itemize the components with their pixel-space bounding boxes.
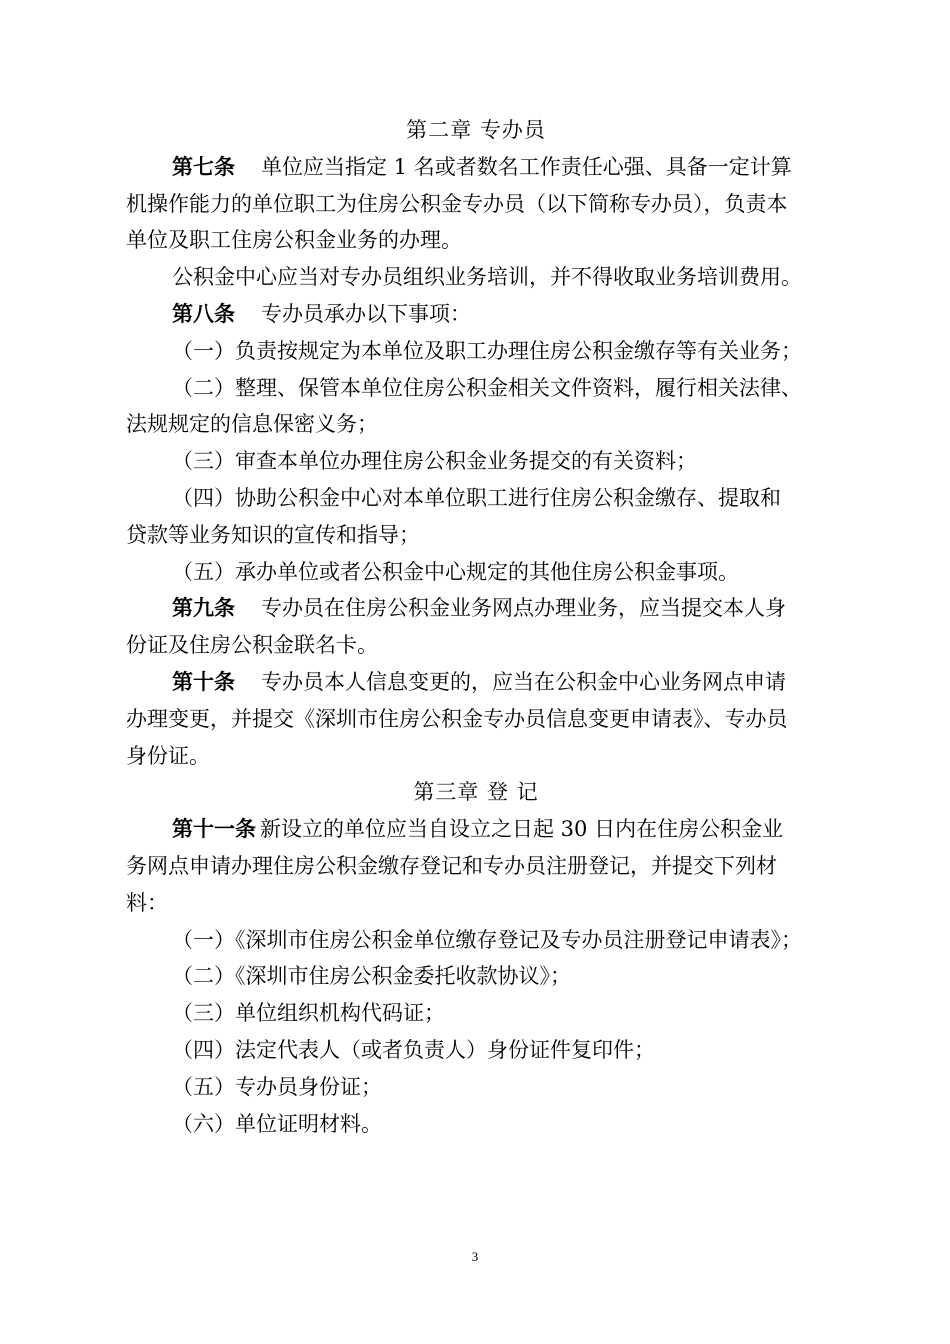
article-10-label: 第十条 — [172, 669, 235, 694]
article-7-line-1 — [126, 149, 826, 186]
article-9-label: 第九条 — [172, 596, 235, 621]
article-8-line-1 — [126, 296, 826, 333]
article-11-item-5: （五）专办员身份证； — [172, 1074, 382, 1099]
document-body — [126, 112, 826, 1142]
article-8-item-4-line-2: 贷款等业务知识的宣传和指导； — [126, 522, 420, 547]
article-8-item-5: （五）承办单位或者公积金中心规定的其他住房公积金事项。 — [172, 559, 739, 584]
article-10-line-1 — [126, 664, 826, 701]
article-8-item-4-line-1: （四）协助公积金中心对本单位职工进行住房公积金缴存、提取和 — [172, 485, 781, 510]
article-7-label: 第七条 — [172, 154, 235, 179]
article-11-line-1 — [126, 811, 826, 848]
article-11-item-3: （三）单位组织机构代码证； — [172, 1001, 445, 1026]
article-10-text-1: 专办员本人信息变更的，应当在公积金中心业务网点申请 — [261, 669, 786, 694]
article-11-item-1: （一）《深圳市住房公积金单位缴存登记及专办员注册登记申请表》； — [172, 927, 802, 952]
article-11-item-6: （六）单位证明材料。 — [172, 1111, 382, 1136]
article-8-item-2-line-1: （二）整理、保管本单位住房公积金相关文件资料，履行相关法律、 — [172, 375, 802, 400]
article-11-line-2: 务网点申请办理住房公积金缴存登记和专办员注册登记，并提交下列材 — [126, 853, 777, 878]
article-10-line-2: 办理变更，并提交《深圳市住房公积金专办员信息变更申请表》、专办员 — [126, 706, 788, 731]
article-10-line-3: 身份证。 — [126, 743, 210, 768]
article-8-label: 第八条 — [172, 301, 235, 326]
article-11-item-4: （四）法定代表人（或者负责人）身份证件复印件； — [172, 1037, 655, 1062]
page-number: 3 — [471, 1249, 479, 1264]
article-11-text-1: 新设立的单位应当自设立之日起 30 日内在住房公积金业 — [260, 817, 784, 842]
article-7-line-3: 单位及职工住房公积金业务的办理。 — [126, 228, 462, 253]
article-11-label: 第十一条 — [172, 817, 256, 842]
article-8-item-2-line-2: 法规规定的信息保密义务； — [126, 412, 378, 437]
article-8-intro: 专办员承办以下事项： — [261, 301, 471, 326]
article-8-item-1: （一）负责按规定为本单位及职工办理住房公积金缴存等有关业务； — [172, 338, 802, 363]
article-7-paragraph-2: 公积金中心应当对专办员组织业务培训，并不得收取业务培训费用。 — [172, 265, 802, 290]
article-9-line-2: 份证及住房公积金联名卡。 — [126, 633, 378, 658]
article-9-text-1: 专办员在住房公积金业务网点办理业务，应当提交本人身 — [261, 596, 786, 621]
article-7-line-2: 机操作能力的单位职工为住房公积金专办员（以下简称专办员），负责本 — [126, 191, 788, 216]
chapter-3-title: 第三章 登 记 — [413, 780, 539, 805]
article-8-item-3: （三）审查本单位办理住房公积金业务提交的有关资料； — [172, 449, 697, 474]
article-11-item-2: （二）《深圳市住房公积金委托收款协议》； — [172, 964, 571, 989]
chapter-2-title: 第二章 专办员 — [406, 118, 546, 142]
article-7-text-1: 单位应当指定 1 名或者数名工作责任心强、具备一定计算 — [261, 154, 792, 179]
article-9-line-1 — [126, 590, 826, 627]
article-11-line-3: 料： — [126, 890, 168, 915]
